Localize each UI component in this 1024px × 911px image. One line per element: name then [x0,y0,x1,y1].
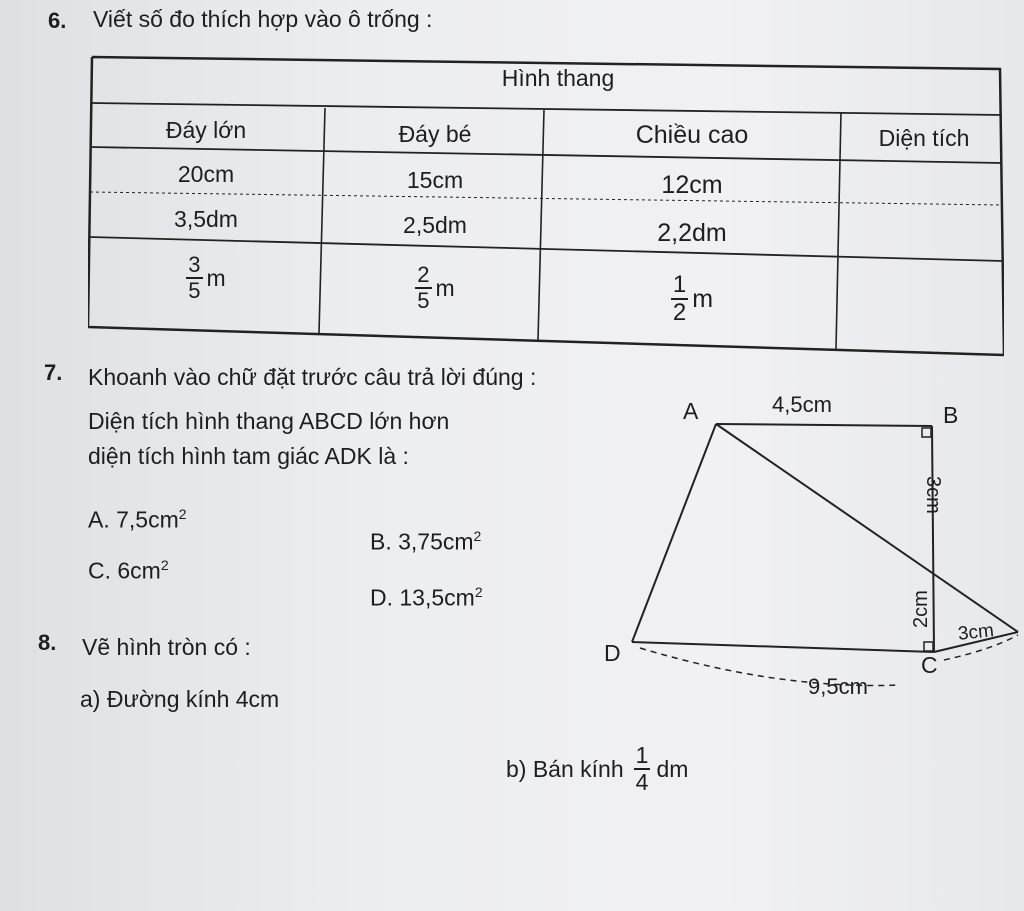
side-ab [716,424,932,426]
option-a[interactable]: A. $7,5cm^2$ [88,506,187,533]
side-dc [632,642,934,652]
q8-part-b: b) Bán kính $\frac{1}{4}$ dm [506,742,689,795]
label-a: A [683,398,699,424]
row1-day-lon: 20cm [177,161,235,187]
header-dien-tich: Diện tích [878,125,970,151]
trapezoid-figure [600,390,1024,710]
line-ak [716,424,1018,632]
ck-length: 2cm [910,590,932,628]
row1-day-be: 15cm [406,167,464,193]
label-c: C [921,652,938,678]
row2-day-lon: 3,5dm [174,206,238,232]
q6-number: 6. [48,8,67,33]
row3-day-lon: $\frac{3}{5}$ m [188,252,226,303]
label-d: D [604,640,621,666]
bottom-length: 9,5cm [808,674,868,699]
header-chieu-cao: Chiều cao [635,121,749,149]
q7-line2: diện tích hình tam giác ADK là : [88,443,409,469]
row1-chieu-cao: 12cm [661,171,723,199]
extension-length: 3cm [956,620,995,645]
row2-chieu-cao: 2,2dm [657,219,727,247]
row3-chieu-cao: $\frac{1}{2}$ m [672,271,714,326]
table-title: Hình thang [501,65,615,91]
q7-line1: Diện tích hình thang ABCD lớn hơn [88,408,450,434]
option-c[interactable]: C. $6cm^2$ [88,557,169,584]
q6-instruction: Viết số đo thích hợp vào ô trống : [93,6,433,32]
bc-length: 3cm [922,476,944,514]
q8-part-a: a) Đường kính 4cm [80,686,280,712]
q8-instruction: Vẽ hình tròn có : [82,634,251,660]
right-angle-b [922,428,931,437]
header-day-be: Đáy bé [398,121,472,147]
header-day-lon: Đáy lớn [165,117,247,143]
q7-number: 7. [44,360,63,385]
top-length: 4,5cm [772,392,832,417]
option-b[interactable]: B. $3,75cm^2$ [370,528,482,555]
row3-day-be: $\frac{2}{5}$ m [417,262,455,313]
right-angle-c [924,642,933,651]
q7-instruction: Khoanh vào chữ đặt trước câu trả lời đúng : [88,364,537,390]
label-b: B [943,402,959,428]
trapezoid-table [88,55,1004,357]
row2-day-be: 2,5dm [403,212,467,238]
option-d[interactable]: D. $13,5cm^2$ [370,584,483,611]
side-ad [632,424,716,642]
q8-number: 8. [38,630,57,655]
